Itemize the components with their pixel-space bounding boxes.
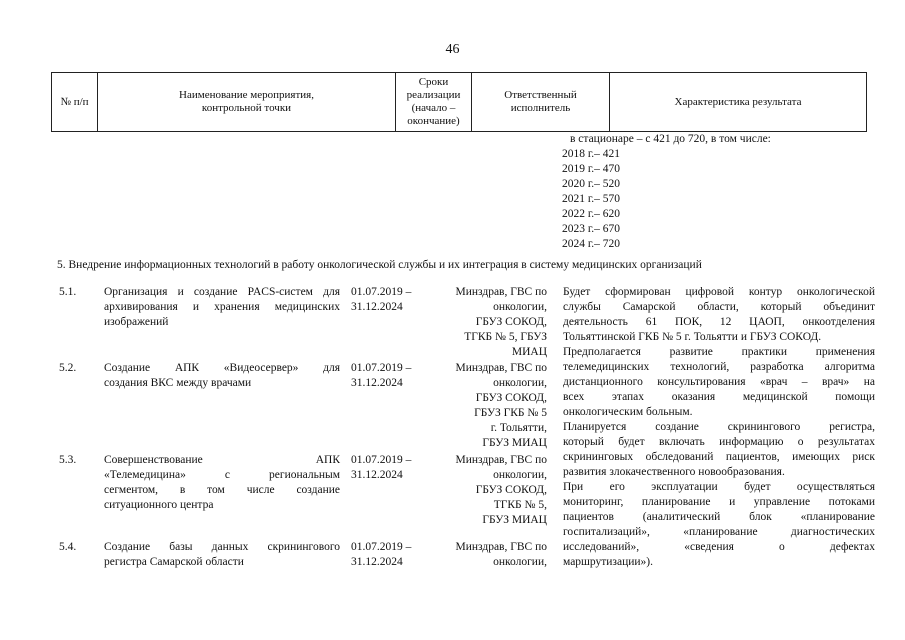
page-number: 46 (445, 42, 460, 57)
row-executor-line: Минздрав, ГВС по (455, 541, 547, 553)
section-heading: 5. Внедрение информационных технологий в работу онкологической службы и их интеграция в систему медицинских организаций (57, 259, 702, 271)
continuation-line: 2020 г.– 520 (562, 178, 621, 190)
result-line: который будет включать информацию о результатах (563, 436, 875, 448)
continuation-line: 2023 г.– 670 (562, 223, 621, 235)
result-line: телемедицинских технологий, разработка алгоритма (563, 361, 875, 373)
result-line: Тольяттинской ГКБ № 5 г. Тольятти и ГБУЗ СОКОД. (563, 331, 822, 343)
row-name-line: создания ВКС между врачами (104, 377, 252, 389)
row-executor-line: Минздрав, ГВС по (455, 362, 547, 374)
row-executor-line: ГБУЗ МИАЦ (482, 514, 547, 526)
row-dates (351, 540, 431, 570)
continuation-line: 2019 г.– 470 (562, 163, 621, 175)
row-date-line: 01.07.2019 – (351, 286, 412, 298)
result-line: маршрутизации»). (563, 556, 654, 568)
result-line: мониторинг, планирование и управление потоками (563, 496, 875, 508)
row-dates (351, 285, 431, 315)
result-line: деятельность 61 ПОК, 12 ЦАОП, онкоотделения (563, 316, 875, 328)
result-line: Планируется создание скринингового регистра, (563, 421, 875, 433)
result-line: скрининговых обследований пациентов, имеющих риск (563, 451, 875, 463)
row-executor-line: ГБУЗ СОКОД, (475, 484, 547, 496)
row-executor-line: МИАЦ (511, 346, 547, 358)
result-description (563, 285, 875, 570)
row-executor-line: онкологии, (493, 556, 547, 568)
row-date-line: 01.07.2019 – (351, 362, 412, 374)
continuation-line: 2021 г.– 570 (562, 193, 621, 205)
result-line: госпитализаций», «планирование диагностических (563, 526, 875, 538)
row-name-line: сегментом, в том числе создание (104, 484, 340, 496)
row-name-line: Организация и создание PACS-систем для (104, 286, 340, 298)
header-executor-line: Ответственный (504, 89, 577, 101)
header-result-cell (610, 73, 866, 131)
row-name-line: ситуационного центра (104, 499, 214, 511)
result-line: всех этапах оказания медицинской помощи (563, 391, 875, 403)
row-name-line: архивирования и хранения медицинских (104, 301, 340, 313)
row-name (104, 361, 340, 391)
row-name-line: изображений (104, 316, 169, 328)
row-executor-line: онкологии, (493, 301, 547, 313)
row-executor-line: ТГКБ № 5, ГБУЗ (464, 331, 547, 343)
row-name-line: Создание АПК «Видеосервер» для (104, 362, 340, 374)
result-line: дистанционного консультирования «врач – врач» на (563, 376, 875, 388)
row-date-line: 01.07.2019 – (351, 541, 412, 553)
header-dates-line: Сроки (418, 76, 449, 88)
row-number: 5.4. (59, 541, 77, 553)
row-executor-line: онкологии, (493, 377, 547, 389)
header-dates-line: (начало – (411, 102, 456, 114)
result-line: При его эксплуатации будет осуществляться (563, 481, 875, 493)
row-name-line: Совершенствование АПК (104, 454, 340, 466)
continuation-line: в стационаре – с 421 до 720, в том числе: (570, 133, 771, 145)
row-executor-line: г. Тольятти, (490, 422, 547, 434)
result-line: онкологическим больным. (563, 406, 693, 418)
row-dates (351, 453, 431, 483)
row-executor-line: ТГКБ № 5, (493, 499, 547, 511)
row-date-line: 31.12.2024 (351, 469, 403, 481)
header-name-cell (98, 73, 396, 131)
header-number-cell (52, 73, 98, 131)
row-name (104, 540, 340, 570)
header-name-line: Наименование мероприятия, (179, 89, 314, 101)
result-line: Будет сформирован цифровой контур онкологической (563, 286, 875, 298)
row-executor-line: ГБУЗ МИАЦ (482, 437, 547, 449)
row-date-line: 01.07.2019 – (351, 454, 412, 466)
row-date-line: 31.12.2024 (351, 556, 403, 568)
continuation-block (562, 132, 862, 252)
row-executor (434, 540, 547, 570)
header-dates-cell (396, 73, 472, 131)
continuation-line: 2022 г.– 620 (562, 208, 621, 220)
header-dates-line: окончание) (407, 115, 460, 127)
row-executor-line: онкологии, (493, 469, 547, 481)
row-executor-line: Минздрав, ГВС по (455, 286, 547, 298)
row-dates (351, 361, 431, 391)
row-date-line: 31.12.2024 (351, 301, 403, 313)
result-line: службы Самарской области, который объединит (563, 301, 875, 313)
row-executor-line: ГБУЗ СОКОД, (475, 392, 547, 404)
header-result-label: Характеристика результата (674, 95, 802, 108)
result-line: пациентов (аналитический блок «планирование (563, 511, 875, 523)
row-name (104, 453, 340, 513)
header-dates-line: реализации (406, 89, 461, 101)
header-number-label: № п/п (60, 95, 89, 108)
row-executor (434, 285, 547, 360)
row-date-line: 31.12.2024 (351, 377, 403, 389)
row-name-line: регистра Самарской области (104, 556, 244, 568)
row-name (104, 285, 340, 330)
row-number: 5.1. (59, 286, 77, 298)
row-name-line: Создание базы данных скринингового (104, 541, 340, 553)
row-executor-line: Минздрав, ГВС по (455, 454, 547, 466)
row-executor-line: ГБУЗ ГКБ № 5 (474, 407, 547, 419)
result-line: Предполагается развитие практики применения (563, 346, 875, 358)
row-number: 5.3. (59, 454, 77, 466)
table-header (51, 72, 867, 132)
header-executor-cell (472, 73, 610, 131)
result-line: развития злокачественного новообразования. (563, 466, 785, 478)
header-name-line: контрольной точки (201, 102, 292, 114)
continuation-line: 2018 г.– 421 (562, 148, 621, 160)
header-executor-line: исполнитель (510, 102, 571, 114)
row-executor-line: ГБУЗ СОКОД, (475, 316, 547, 328)
row-number: 5.2. (59, 362, 77, 374)
row-executor (434, 453, 547, 528)
row-name-line: «Телемедицина» с региональным (104, 469, 340, 481)
row-executor (434, 361, 547, 451)
continuation-line: 2024 г.– 720 (562, 238, 621, 250)
result-line: исследований», «сведения о дефектах (563, 541, 875, 553)
